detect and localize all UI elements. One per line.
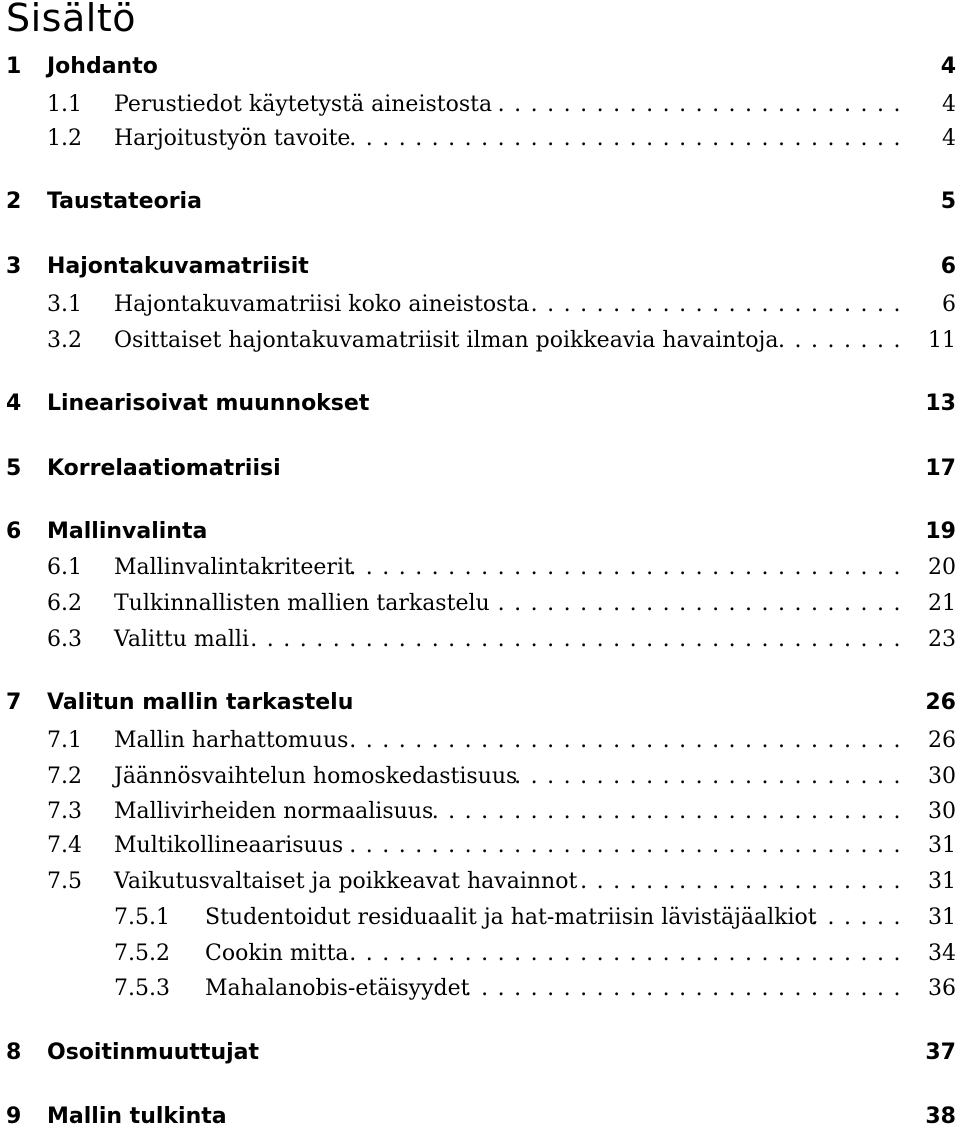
toc-entry-title: Mallinvalinta xyxy=(47,519,208,544)
toc-entry-section[interactable] xyxy=(0,88,960,122)
toc-leader-dots: .................... xyxy=(580,869,910,894)
toc-entry-number: 7.3 xyxy=(47,799,82,824)
toc-entry-title: Osittaiset hajontakuvamatriisit ilman poikkeavia havaintoja xyxy=(114,328,779,353)
toc-entry-title: Valittu malli xyxy=(114,627,249,652)
toc-entry-title: Korrelaatiomatriisi xyxy=(47,456,281,481)
toc-entry-page-number: 19 xyxy=(925,519,956,544)
toc-entry-number: 7.4 xyxy=(47,833,82,858)
toc-entry-number: 2 xyxy=(6,189,22,214)
toc-leader-dots: .................................. xyxy=(349,555,910,580)
toc-entry-page-number: 31 xyxy=(928,905,956,930)
toc-entry-subsection[interactable] xyxy=(0,937,960,971)
toc-entry-number: 4 xyxy=(6,391,22,416)
toc-entry-title: Taustateoria xyxy=(47,189,202,214)
toc-entry-page-number: 36 xyxy=(928,976,956,1001)
toc-leader-dots: ........ xyxy=(778,328,910,353)
toc-entry-section[interactable] xyxy=(0,865,960,899)
toc-entry-title: Mahalanobis-etäisyydet xyxy=(205,976,470,1001)
toc-leader-dots: ...... xyxy=(811,905,910,930)
toc-entry-section[interactable] xyxy=(0,724,960,758)
toc-entry-title: Tulkinnallisten mallien tarkastelu xyxy=(114,591,490,616)
toc-heading: Sisältö xyxy=(6,0,136,40)
toc-entry-number: 3.2 xyxy=(47,328,82,353)
toc-entry-page-number: 26 xyxy=(928,728,956,753)
toc-entry-title: Perustiedot käytetystä aineistosta xyxy=(114,92,493,117)
toc-leader-dots: ......................... xyxy=(497,92,910,117)
toc-entry-title: Multikollineaarisuus xyxy=(114,833,344,858)
toc-entry-subsection[interactable] xyxy=(0,972,960,1006)
toc-entry-chapter[interactable] xyxy=(0,387,960,421)
toc-entry-title: Harjoitustyön tavoite xyxy=(114,126,351,151)
toc-entry-page-number: 13 xyxy=(925,391,956,416)
toc-entry-page-number: 34 xyxy=(928,941,956,966)
toc-leader-dots: ............................. xyxy=(431,799,910,824)
toc-entry-page-number: 4 xyxy=(942,92,956,117)
toc-entry-title: Vaikutusvaltaiset ja poikkeavat havainnot xyxy=(114,869,578,894)
toc-entry-number: 7.1 xyxy=(47,728,82,753)
toc-entry-number: 7.2 xyxy=(47,764,82,789)
toc-entry-section[interactable] xyxy=(0,587,960,621)
toc-entry-number: 6 xyxy=(6,519,22,544)
toc-entry-page-number: 38 xyxy=(925,1104,956,1129)
toc-entry-chapter[interactable] xyxy=(0,50,960,84)
toc-entry-page-number: 21 xyxy=(928,591,956,616)
toc-entry-page-number: 6 xyxy=(940,254,956,279)
toc-entry-chapter[interactable] xyxy=(0,1100,960,1134)
toc-entry-title: Jäännösvaihtelun homoskedastisuus xyxy=(114,764,518,789)
toc-leader-dots: ....................... xyxy=(530,292,910,317)
toc-entry-number: 7 xyxy=(6,690,22,715)
toc-entry-number: 3.1 xyxy=(47,292,82,317)
toc-entry-number: 7.5 xyxy=(47,869,82,894)
toc-entry-title: Studentoidut residuaalit ja hat-matriisin lävistäjäalkiot xyxy=(205,905,817,930)
toc-leader-dots: .................................. xyxy=(349,728,910,753)
toc-entry-title: Cookin mitta xyxy=(205,941,349,966)
toc-leader-dots: .................................. xyxy=(349,833,910,858)
toc-leader-dots: .................................. xyxy=(349,941,910,966)
toc-entry-number: 7.5.3 xyxy=(114,976,170,1001)
toc-entry-page-number: 6 xyxy=(942,292,956,317)
toc-entry-section[interactable] xyxy=(0,288,960,322)
toc-entry-number: 8 xyxy=(6,1040,22,1065)
toc-entry-number: 1.2 xyxy=(47,126,82,151)
toc-entry-page-number: 31 xyxy=(928,869,956,894)
toc-leader-dots: ........................... xyxy=(464,976,910,1001)
toc-entry-chapter[interactable] xyxy=(0,185,960,219)
toc-entry-subsection[interactable] xyxy=(0,901,960,935)
toc-entry-page-number: 31 xyxy=(928,833,956,858)
toc-entry-title: Mallin tulkinta xyxy=(47,1104,227,1129)
toc-leader-dots: ......................... xyxy=(497,591,910,616)
toc-entry-number: 3 xyxy=(6,254,22,279)
toc-entry-page-number: 30 xyxy=(928,764,956,789)
toc-leader-dots: .................................. xyxy=(349,126,910,151)
toc-entry-page-number: 17 xyxy=(925,456,956,481)
toc-entry-page-number: 5 xyxy=(940,189,956,214)
toc-entry-page-number: 4 xyxy=(942,126,956,151)
toc-entry-chapter[interactable] xyxy=(0,452,960,486)
toc-entry-title: Hajontakuvamatriisi koko aineistosta xyxy=(114,292,530,317)
toc-entry-section[interactable] xyxy=(0,795,960,829)
toc-entry-title: Valitun mallin tarkastelu xyxy=(47,690,354,715)
toc-entry-page-number: 20 xyxy=(928,555,956,580)
toc-entry-section[interactable] xyxy=(0,829,960,863)
toc-entry-number: 6.1 xyxy=(47,555,82,580)
toc-entry-chapter[interactable] xyxy=(0,686,960,720)
toc-entry-page-number: 30 xyxy=(928,799,956,824)
toc-entry-page-number: 4 xyxy=(940,54,956,79)
toc-entry-title: Mallivirheiden normaalisuus xyxy=(114,799,434,824)
toc-entry-page-number: 11 xyxy=(928,328,956,353)
toc-entry-chapter[interactable] xyxy=(0,1036,960,1070)
toc-entry-section[interactable] xyxy=(0,324,960,358)
toc-entry-number: 7.5.1 xyxy=(114,905,170,930)
toc-entry-title: Johdanto xyxy=(47,54,158,79)
toc-entry-chapter[interactable] xyxy=(0,515,960,549)
toc-entry-title: Mallinvalintakriteerit xyxy=(114,555,353,580)
toc-entry-section[interactable] xyxy=(0,623,960,657)
toc-entry-number: 6.3 xyxy=(47,627,82,652)
toc-entry-title: Linearisoivat muunnokset xyxy=(47,391,370,416)
toc-leader-dots: ........................ xyxy=(514,764,910,789)
toc-entry-page-number: 37 xyxy=(925,1040,956,1065)
toc-entry-number: 1.1 xyxy=(47,92,82,117)
toc-entry-page-number: 26 xyxy=(925,690,956,715)
toc-entry-chapter[interactable] xyxy=(0,250,960,284)
toc-entry-section[interactable] xyxy=(0,760,960,794)
toc-entry-section[interactable] xyxy=(0,122,960,156)
toc-entry-number: 9 xyxy=(6,1104,22,1129)
toc-entry-number: 1 xyxy=(6,54,22,79)
toc-entry-page-number: 23 xyxy=(928,627,956,652)
toc-entry-number: 6.2 xyxy=(47,591,82,616)
toc-entry-number: 5 xyxy=(6,456,22,481)
toc-leader-dots: ........................................ xyxy=(250,627,910,652)
toc-entry-title: Osoitinmuuttujat xyxy=(47,1040,260,1065)
toc-entry-section[interactable] xyxy=(0,551,960,585)
toc-entry-title: Mallin harhattomuus xyxy=(114,728,349,753)
toc-entry-number: 7.5.2 xyxy=(114,941,170,966)
toc-entry-title: Hajontakuvamatriisit xyxy=(47,254,309,279)
